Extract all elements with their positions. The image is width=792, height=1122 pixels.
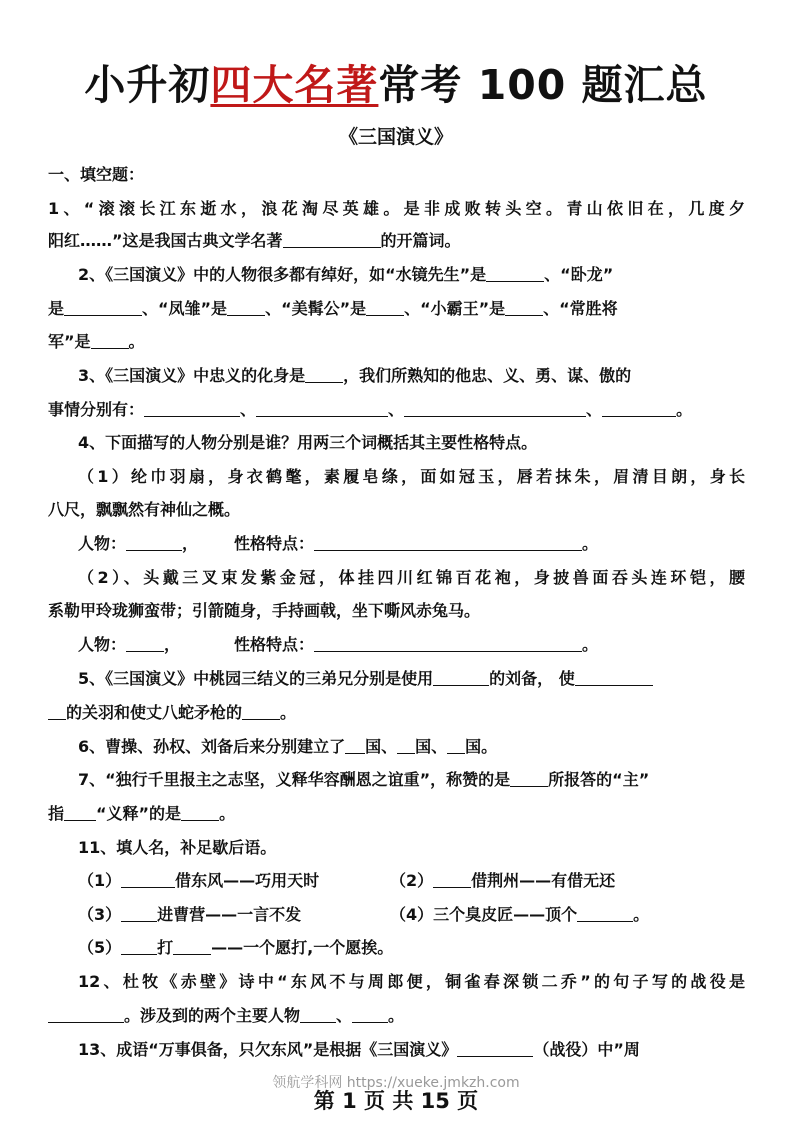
title-suffix: 常考 100 题汇总 — [378, 61, 708, 109]
blank[interactable] — [48, 1007, 124, 1023]
q5-line1: 5、《三国演义》中桃园三结义的三弟兄分别是使用 的刘备， 使 — [78, 668, 778, 690]
blank[interactable] — [404, 401, 586, 417]
q4-stem: 4、下面描写的人物分别是谁？用两三个词概括其主要性格特点。 — [78, 433, 538, 452]
blank[interactable] — [433, 872, 471, 888]
blank[interactable] — [64, 300, 142, 316]
q2-line1: 2、《三国演义》中的人物很多都有绰好，如“水镜先生”是 、“卧龙” — [78, 265, 614, 284]
title-highlight: 四大名著 — [210, 61, 379, 109]
q3-line1: 3、《三国演义》中忠义的化身是 ，我们所熟知的他忠、义、勇、谋、傲的 — [78, 366, 632, 385]
page-title — [0, 52, 792, 111]
blank[interactable] — [447, 738, 465, 754]
q2-line2: 是 、“凤雏”是 、“美髯公”是 、“小霸王”是 、“常胜将 — [48, 299, 618, 318]
q4-p2-line2: 系勒甲玲珑狮蛮带；引箭随身，手持画戟，坐下嘶风赤兔马。 — [48, 601, 481, 620]
q4-p1-line2: 八尺，飘飘然有神仙之概。 — [48, 500, 241, 519]
q6: 6、曹操、孙权、刘备后来分别建立了 国、 国、 国。 — [78, 737, 498, 756]
blank[interactable] — [121, 939, 157, 955]
q4-p2-answer: 人物： ， 性格特点： 。 — [78, 635, 599, 654]
q11-item1: （1） 借东风——巧用天时 — [78, 871, 320, 890]
q3-line2: 事情分别有： 、 、 、 。 — [48, 400, 693, 419]
q7-line2: 指 “义释”的是 。 — [48, 804, 236, 823]
blank[interactable] — [486, 266, 544, 282]
subtitle: 《三国演义》 — [338, 126, 453, 148]
blank[interactable] — [126, 535, 182, 551]
blank[interactable] — [227, 300, 265, 316]
blank[interactable] — [48, 704, 66, 720]
q1-line1: 1、“滚滚长江东逝水，浪花淘尽英雄。是非成败转头空。青山依旧在，几度夕 — [48, 199, 745, 218]
blank[interactable] — [283, 232, 381, 248]
q11-item3: （3） 进曹营——一言不发 — [78, 905, 302, 924]
blank[interactable] — [126, 636, 164, 652]
q4-p1-line1: （1）纶巾羽扇，身衣鹤氅，素履皂绦，面如冠玉，唇若抹朱，眉清目朗，身长 — [78, 467, 745, 486]
blank[interactable] — [314, 535, 582, 551]
q7-line1: 7、“独行千里报主之志坚，义释华容酬恩之谊重”，称赞的是 所报答的“主” — [78, 770, 650, 789]
q11-item4: （4）三个臭皮匠——顶个 。 — [390, 905, 650, 924]
q4-p2-line1: （2）、头戴三叉束发紫金冠，体挂四川红锦百花袍，身披兽面吞头连环铠，腰 — [78, 568, 745, 587]
blank[interactable] — [300, 1007, 336, 1023]
blank[interactable] — [144, 401, 240, 417]
q11-item2: （2） 借荆州——有借无还 — [390, 871, 616, 890]
blank[interactable] — [397, 738, 415, 754]
q2-line3: 军”是 。 — [48, 332, 145, 351]
blank[interactable] — [575, 670, 653, 686]
blank[interactable] — [91, 333, 129, 349]
blank[interactable] — [433, 670, 489, 686]
blank[interactable] — [305, 367, 343, 383]
blank[interactable] — [366, 300, 404, 316]
q11-item5: （5） 打 ——一个愿打,一个愿挨。 — [78, 938, 394, 957]
blank[interactable] — [314, 636, 582, 652]
q5-line2: 的关羽和使丈八蛇矛枪的 。 — [48, 702, 748, 724]
q11-stem: 11、填人名，补足歇后语。 — [78, 838, 277, 857]
blank[interactable] — [352, 1007, 388, 1023]
q4-p1-answer: 人物： ， 性格特点： 。 — [78, 534, 599, 553]
blank[interactable] — [510, 771, 548, 787]
q12-line2: 。涉及到的两个主要人物 、 。 — [48, 1005, 748, 1027]
page-number: 第 1 页 共 15 页 — [313, 1089, 479, 1113]
title-prefix: 小升初 — [84, 61, 211, 109]
footer-watermark-link[interactable]: 领航学科网 https://xueke.jmkzh.com — [272, 1075, 520, 1091]
blank[interactable] — [345, 738, 365, 754]
blank[interactable] — [121, 906, 157, 922]
blank[interactable] — [242, 704, 280, 720]
blank[interactable] — [505, 300, 543, 316]
blank[interactable] — [602, 401, 676, 417]
blank[interactable] — [121, 872, 175, 888]
blank[interactable] — [256, 401, 388, 417]
blank[interactable] — [457, 1041, 533, 1057]
q12-line1: 12、杜牧《赤壁》诗中“东风不与周郎便，铜雀春深锁二乔”的句子写的战役是 — [78, 972, 745, 991]
section-heading: 一、填空题： — [48, 165, 145, 184]
blank[interactable] — [577, 906, 633, 922]
q1-line2: 阳红……”这是我国古典文学名著 的开篇词。 — [48, 231, 461, 250]
q13-line1: 13、成语“万事俱备，只欠东风”是根据《三国演义》 （战役）中”周 — [78, 1040, 640, 1059]
blank[interactable] — [64, 805, 96, 821]
blank[interactable] — [173, 939, 211, 955]
blank[interactable] — [181, 805, 219, 821]
